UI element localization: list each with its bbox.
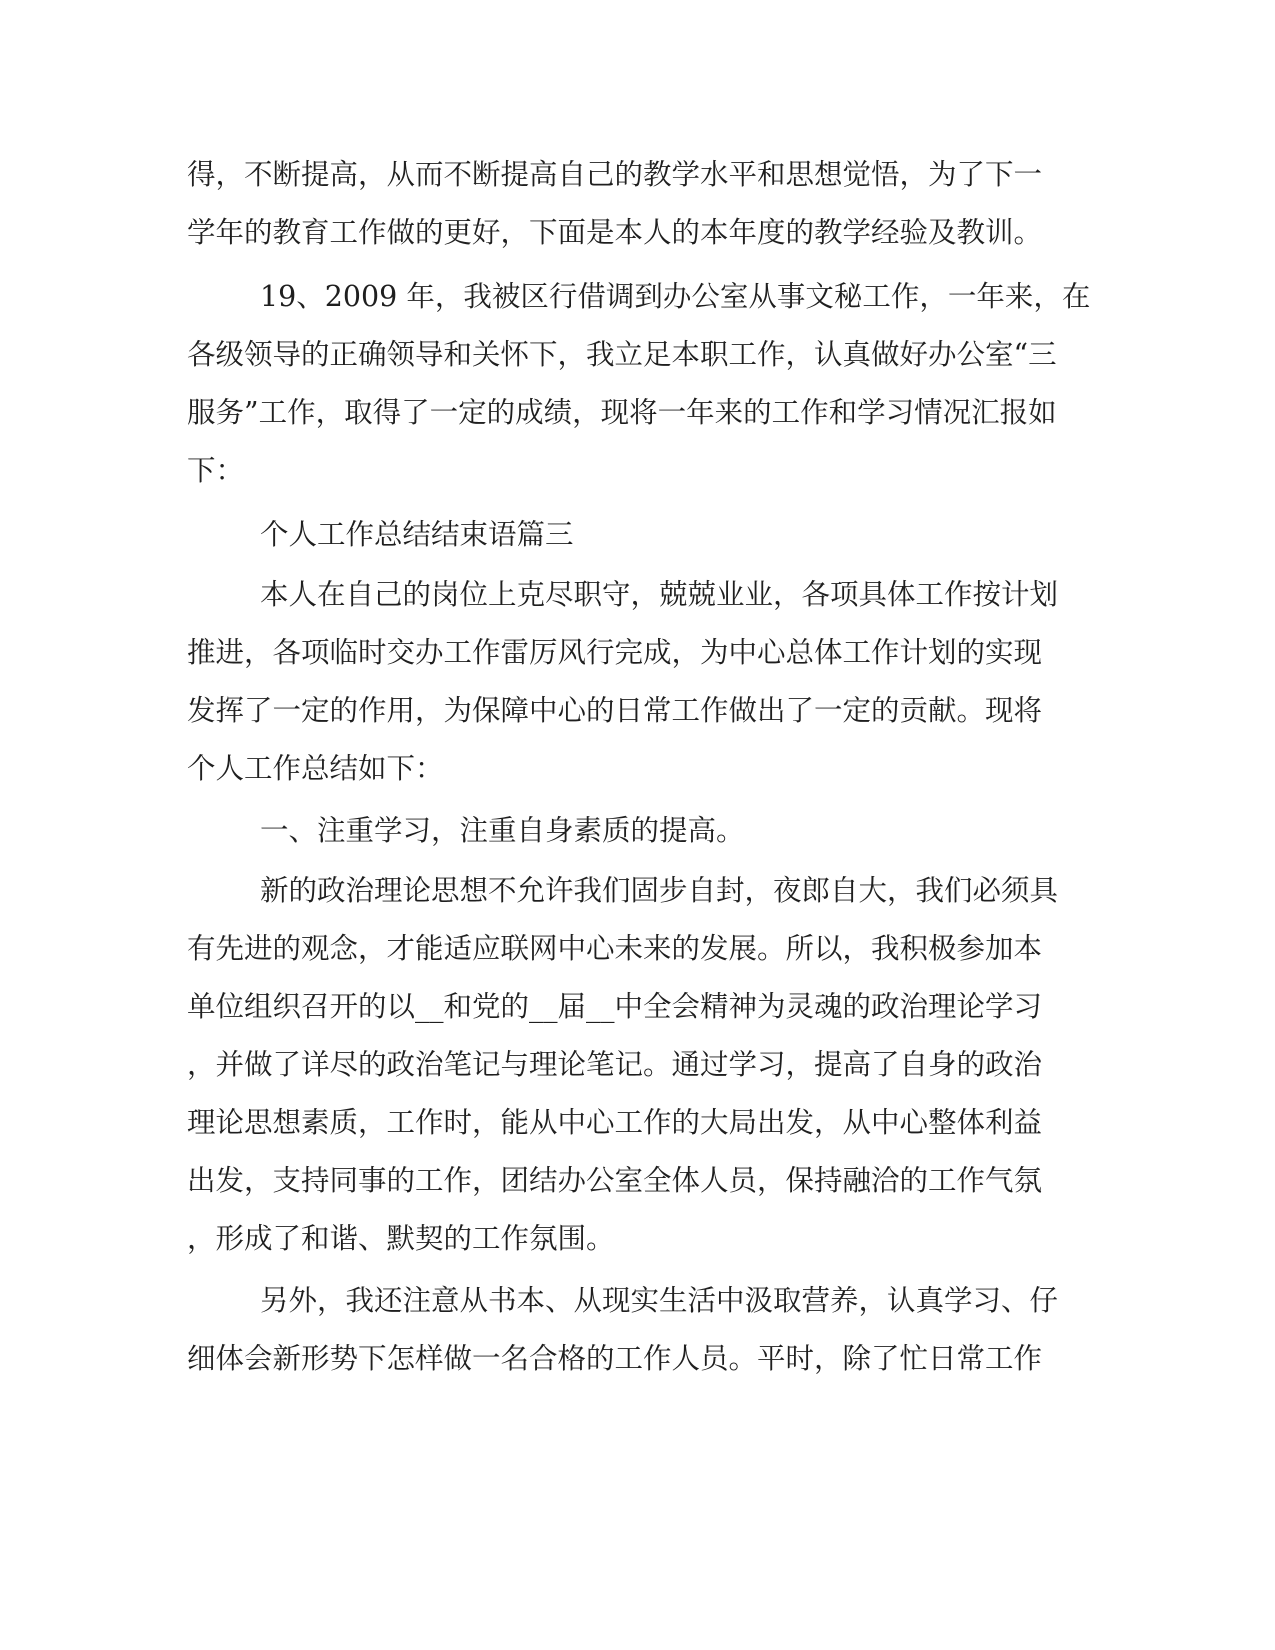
text-line: 另外，我还注意从书本、从现实生活中汲取营养，认真学习、仔 (260, 1284, 1059, 1317)
section-heading: 个人工作总结结束语篇三 (260, 518, 574, 551)
text-line: 下： (187, 454, 245, 487)
text-line: 单位组织召开的以__和党的__届__中全会精神为灵魂的政治理论学习 (187, 990, 1043, 1023)
text-line: ，并做了详尽的政治笔记与理论笔记。通过学习，提高了自身的政治 (187, 1048, 1043, 1081)
text-line: 个人工作总结如下： (187, 752, 444, 785)
text-line: 推进，各项临时交办工作雷厉风行完成，为中心总体工作计划的实现 (187, 636, 1043, 669)
text-line: 有先进的观念，才能适应联网中心未来的发展。所以，我积极参加本 (187, 932, 1043, 965)
text-line: 新的政治理论思想不允许我们固步自封，夜郎自大，我们必须具 (260, 874, 1059, 907)
section-heading: 一、注重学习，注重自身素质的提高。 (260, 814, 745, 847)
text-line: 学年的教育工作做的更好，下面是本人的本年度的教学经验及教训。 (187, 216, 1043, 249)
text-line: 得，不断提高，从而不断提高自己的教学水平和思想觉悟，为了下一 (187, 158, 1043, 191)
text-line: 出发，支持同事的工作，团结办公室全体人员，保持融洽的工作气氛 (187, 1164, 1043, 1197)
text-line: 服务”工作，取得了一定的成绩，现将一年来的工作和学习情况汇报如 (187, 396, 1057, 429)
text-line: 19、2009 年，我被区行借调到办公室从事文秘工作，一年来，在 (260, 280, 1091, 313)
text-line: 细体会新形势下怎样做一名合格的工作人员。平时，除了忙日常工作 (187, 1342, 1043, 1375)
text-line: 理论思想素质，工作时，能从中心工作的大局出发，从中心整体利益 (187, 1106, 1043, 1139)
text-line: ，形成了和谐、默契的工作氛围。 (187, 1222, 615, 1255)
text-line: 本人在自己的岗位上克尽职守，兢兢业业，各项具体工作按计划 (260, 578, 1059, 611)
text-line: 发挥了一定的作用，为保障中心的日常工作做出了一定的贡献。现将 (187, 694, 1043, 727)
text-line: 各级领导的正确领导和关怀下，我立足本职工作，认真做好办公室“三 (187, 338, 1057, 371)
